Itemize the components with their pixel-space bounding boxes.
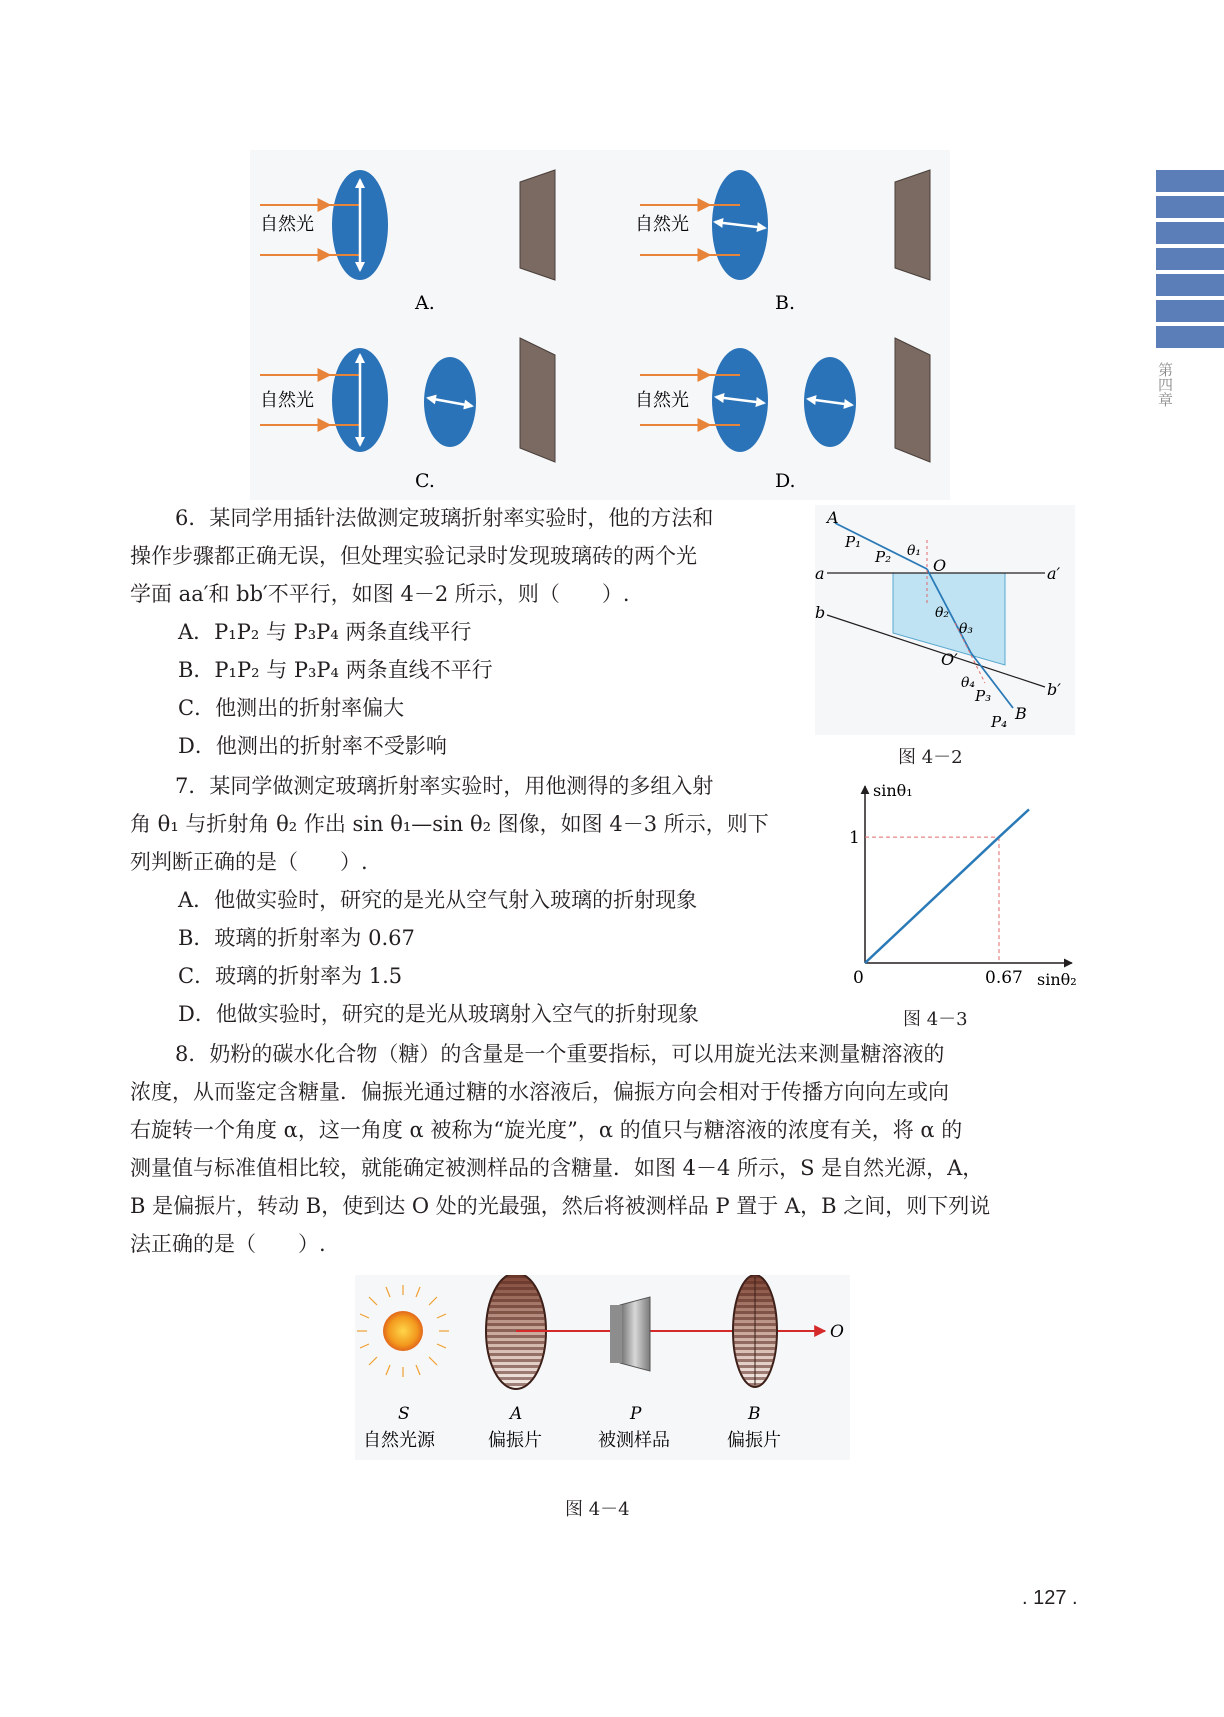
light-label: 自然光 xyxy=(635,390,689,411)
q6-option-d: D．他测出的折射率不受影响 xyxy=(178,734,447,758)
label-O: O xyxy=(933,556,947,575)
option-c-label: C. xyxy=(415,470,435,492)
origin-label: 0 xyxy=(853,968,864,988)
polarizer-figure xyxy=(250,150,950,500)
label-P4: P₄ xyxy=(991,713,1008,731)
label-theta1: θ₁ xyxy=(907,543,922,559)
label-a: a xyxy=(815,564,825,583)
q6-option-a: A．P₁P₂ 与 P₃P₄ 两条直线平行 xyxy=(178,620,472,644)
caption-light-source: 自然光源 xyxy=(363,1430,435,1451)
label-B: B xyxy=(748,1404,761,1424)
q8-line-4: 测量值与标准值相比较，就能确定被测样品的含糖量．如图 4－4 所示，S 是自然光源，A， xyxy=(130,1156,984,1180)
side-tab-label: 第四章 xyxy=(1156,362,1174,407)
label-b: b xyxy=(815,603,826,622)
label-P3: P₃ xyxy=(975,687,992,705)
figure-4-4-caption: 图 4－4 xyxy=(565,1499,630,1520)
light-label: 自然光 xyxy=(260,214,314,235)
label-theta3: θ₃ xyxy=(959,621,974,637)
series-line xyxy=(865,809,1029,963)
q7-option-c: C．玻璃的折射率为 1.5 xyxy=(178,964,403,988)
q7-option-a: A．他做实验时，研究的是光从空气射入玻璃的折射现象 xyxy=(178,888,698,912)
q7-option-d: D．他做实验时，研究的是光从玻璃射入空气的折射现象 xyxy=(178,1002,699,1026)
caption-polarizer-b: 偏振片 xyxy=(727,1430,781,1451)
caption-polarizer-a: 偏振片 xyxy=(488,1430,542,1451)
q6-line-3: 学面 aa′和 bb′不平行，如图 4－2 所示，则（ ）. xyxy=(130,582,630,606)
q6-line-1: 6．某同学用插针法做测定玻璃折射率实验时，他的方法和 xyxy=(175,506,714,530)
y-tick-label: 1 xyxy=(849,828,860,849)
label-b-prime: b′ xyxy=(1047,680,1061,699)
q8-line-2: 浓度，从而鉴定含糖量．偏振光通过糖的水溶液后，偏振方向会相对于传播方向向左或向 xyxy=(130,1080,949,1104)
x-axis-label: sinθ₂ xyxy=(1037,970,1077,989)
figure-4-3-chart xyxy=(840,780,1080,1000)
q7-line-1: 7．某同学做测定玻璃折射率实验时，用他测得的多组入射 xyxy=(175,774,714,798)
label-O-prime: O′ xyxy=(941,650,958,669)
label-P1: P₁ xyxy=(845,533,862,551)
light-label: 自然光 xyxy=(260,390,314,411)
option-a-label: A. xyxy=(415,292,435,314)
q7-line-3: 列判断正确的是（ ）. xyxy=(130,850,368,874)
q8-line-5: B 是偏振片，转动 B，使到达 O 处的光最强，然后将被测样品 P 置于 A，B 之间，则下列说 xyxy=(130,1194,991,1218)
x-tick-label: 0.67 xyxy=(985,968,1023,988)
label-A: A xyxy=(510,1404,523,1424)
label-B: B xyxy=(1015,704,1027,723)
figure-4-2-caption: 图 4－2 xyxy=(898,747,963,768)
q8-line-1: 8．奶粉的碳水化合物（糖）的含量是一个重要指标，可以用旋光法来测量糖溶液的 xyxy=(175,1042,945,1066)
label-A: A xyxy=(827,508,839,527)
figure-4-2 xyxy=(815,505,1075,735)
label-a-prime: a′ xyxy=(1047,564,1061,583)
q7-option-b: B．玻璃的折射率为 0.67 xyxy=(178,926,415,950)
q6-option-c: C．他测出的折射率偏大 xyxy=(178,696,405,720)
figure-4-4 xyxy=(355,1275,850,1460)
option-d-label: D. xyxy=(775,470,796,492)
page-number: . 127 . xyxy=(1022,1587,1078,1609)
q7-line-2: 角 θ₁ 与折射角 θ₂ 作出 sin θ₁—sin θ₂ 图像，如图 4－3 所示，则下 xyxy=(130,812,769,836)
figure-4-3-caption: 图 4－3 xyxy=(903,1009,968,1030)
label-theta4: θ₄ xyxy=(961,675,976,691)
q6-option-b: B．P₁P₂ 与 P₃P₄ 两条直线不平行 xyxy=(178,658,493,682)
q6-line-2: 操作步骤都正确无误，但处理实验记录时发现玻璃砖的两个光 xyxy=(130,544,697,568)
label-theta2: θ₂ xyxy=(935,605,950,621)
label-S: S xyxy=(398,1404,410,1424)
y-axis-label: sinθ₁ xyxy=(873,781,913,800)
light-label: 自然光 xyxy=(635,214,689,235)
q8-line-3: 右旋转一个角度 α，这一角度 α 被称为“旋光度”，α 的值只与糖溶液的浓度有关，将 α 的 xyxy=(130,1118,963,1142)
option-b-label: B. xyxy=(775,292,796,314)
label-P: P xyxy=(630,1404,642,1424)
label-O: O xyxy=(830,1322,844,1342)
q8-line-6: 法正确的是（ ）. xyxy=(130,1232,326,1256)
caption-sample: 被测样品 xyxy=(598,1430,670,1451)
label-P2: P₂ xyxy=(875,548,892,566)
